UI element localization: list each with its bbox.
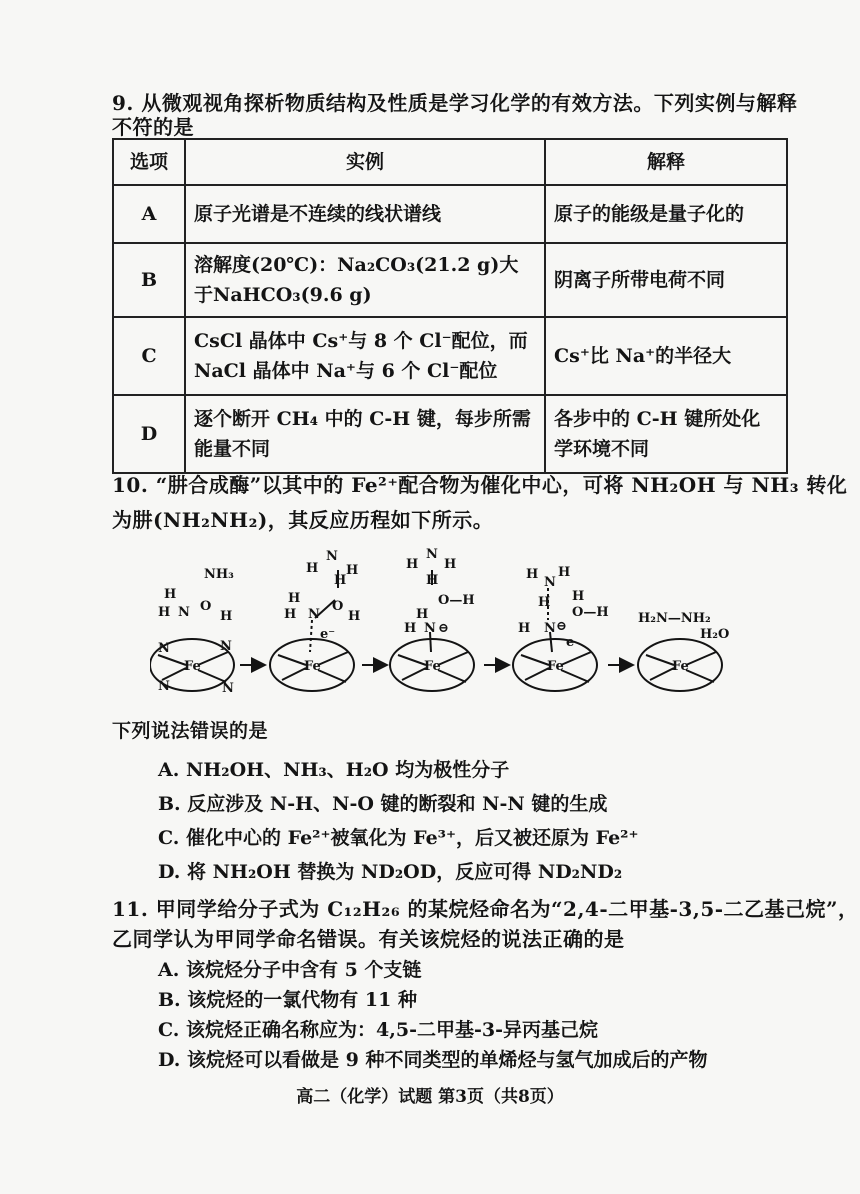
- q11-stem-line1: 11. 甲同学给分子式为 C₁₂H₂₆ 的某烷烃命名为“2,4-二甲基-3,5-二乙基己烷”，: [112, 897, 859, 921]
- row-example: CsCl 晶体中 Cs⁺与 8 个 Cl⁻配位，而 NaCl 晶体中 Na⁺与 6 个 Cl⁻配位: [185, 317, 545, 395]
- oh-label: O—H: [438, 593, 475, 608]
- n-label: N: [308, 607, 320, 622]
- oh-label: O—H: [572, 605, 609, 620]
- q11-option-c: C. 该烷烃正确名称应为：4,5-二甲基-3-异丙基己烷: [158, 1019, 598, 1041]
- fe-label: Fe: [547, 659, 564, 674]
- electron-label: e: [566, 635, 575, 650]
- n-label: N: [326, 549, 338, 564]
- q10-stem-line1: 10. “肼合成酶”以其中的 Fe²⁺配合物为催化中心，可将 NH₂OH 与 NH₃ 转化: [112, 473, 848, 497]
- h-label: H: [426, 573, 439, 588]
- row-explanation: Cs⁺比 Na⁺的半径大: [545, 317, 787, 395]
- fe-complex-4: [513, 588, 597, 691]
- table-row: [113, 317, 787, 395]
- q10-option-d: D. 将 NH₂OH 替换为 ND₂OD，反应可得 ND₂ND₂: [158, 861, 623, 883]
- q10-option-b: B. 反应涉及 N-H、N-O 键的断裂和 N-N 键的生成: [158, 793, 608, 815]
- o-label: O: [200, 599, 212, 614]
- row-explanation: 阴离子所带电荷不同: [545, 243, 787, 317]
- row-explanation: 各步中的 C-H 键所处化学环境不同: [545, 395, 787, 473]
- h2o-label: H₂O: [700, 627, 730, 642]
- h-label: H: [334, 573, 347, 588]
- page-footer: 高二（化学）试题 第3页（共8页）: [296, 1087, 564, 1107]
- row-option: B: [113, 243, 185, 317]
- h-label: H: [572, 589, 585, 604]
- electron-label: e⁻: [320, 627, 336, 642]
- q10-option-c: C. 催化中心的 Fe²⁺被氧化为 Fe³⁺，后又被还原为 Fe²⁺: [158, 827, 639, 849]
- h-label: H: [558, 565, 571, 580]
- q9-table: [112, 138, 788, 474]
- header-option: 选项: [113, 139, 185, 185]
- n-label: N: [222, 681, 234, 696]
- h-label: H: [538, 595, 551, 610]
- row-option: D: [113, 395, 185, 473]
- h-label: H: [164, 587, 177, 602]
- nh3-label: NH₃: [204, 567, 234, 582]
- q10-stem-line2: 为肼(NH₂NH₂)，其反应历程如下所示。: [112, 508, 494, 532]
- fe-label: Fe: [672, 659, 689, 674]
- n-label: N: [158, 679, 170, 694]
- q11-option-d: D. 该烷烃可以看做是 9 种不同类型的单烯烃与氢气加成后的产物: [158, 1049, 708, 1071]
- n-label: N: [178, 605, 190, 620]
- n-label: N: [426, 547, 438, 562]
- n-label: N: [544, 575, 556, 590]
- h-label: H: [288, 591, 301, 606]
- n-label: N: [424, 621, 436, 636]
- table-header-row: [113, 139, 787, 185]
- o-label: O: [332, 599, 344, 614]
- q11-option-a: A. 该烷烃分子中含有 5 个支链: [158, 959, 422, 981]
- h-label: H: [416, 607, 429, 622]
- h-label: H: [220, 609, 233, 624]
- table-row: [113, 185, 787, 243]
- header-example: 实例: [185, 139, 545, 185]
- n-label: N: [544, 621, 556, 636]
- minus-label: ⊖: [556, 619, 567, 634]
- hydrazine-label: H₂N—NH₂: [638, 611, 711, 626]
- q9-stem-line2: 不符的是: [112, 115, 194, 139]
- table-row: [113, 243, 787, 317]
- row-explanation: 原子的能级是量子化的: [545, 185, 787, 243]
- h-label: H: [158, 605, 171, 620]
- h-label: H: [348, 609, 361, 624]
- q11-stem-line2: 乙同学认为甲同学命名错误。有关该烷烃的说法正确的是: [112, 927, 625, 951]
- h-label: H: [526, 567, 539, 582]
- q11-option-b: B. 该烷烃的一氯代物有 11 种: [158, 989, 417, 1011]
- row-example: 逐个断开 CH₄ 中的 C-H 键，每步所需能量不同: [185, 395, 545, 473]
- n-label: N: [220, 639, 232, 654]
- h-label: H: [306, 561, 319, 576]
- h-label: H: [444, 557, 457, 572]
- table-row: [113, 395, 787, 473]
- q10-option-a: A. NH₂OH、NH₃、H₂O 均为极性分子: [158, 759, 510, 781]
- row-option: C: [113, 317, 185, 395]
- h-label: H: [346, 563, 359, 578]
- reaction-mechanism-diagram: [150, 540, 770, 710]
- n-label: N: [158, 641, 170, 656]
- row-option: A: [113, 185, 185, 243]
- h-label: H: [404, 621, 417, 636]
- minus-label: ⊖: [438, 621, 449, 636]
- h-label: H: [406, 557, 419, 572]
- q10-question: 下列说法错误的是: [112, 720, 269, 742]
- h-label: H: [284, 607, 297, 622]
- row-example: 溶解度(20℃)：Na₂CO₃(21.2 g)大于NaHCO₃(9.6 g): [185, 243, 545, 317]
- h-label: H: [518, 621, 531, 636]
- fe-label: Fe: [184, 659, 201, 674]
- row-example: 原子光谱是不连续的线状谱线: [185, 185, 545, 243]
- q9-stem-line1: 9. 从微观视角探析物质结构及性质是学习化学的有效方法。下列实例与解释: [112, 91, 798, 115]
- header-explanation: 解释: [545, 139, 787, 185]
- fe-label: Fe: [304, 659, 321, 674]
- fe-label: Fe: [424, 659, 441, 674]
